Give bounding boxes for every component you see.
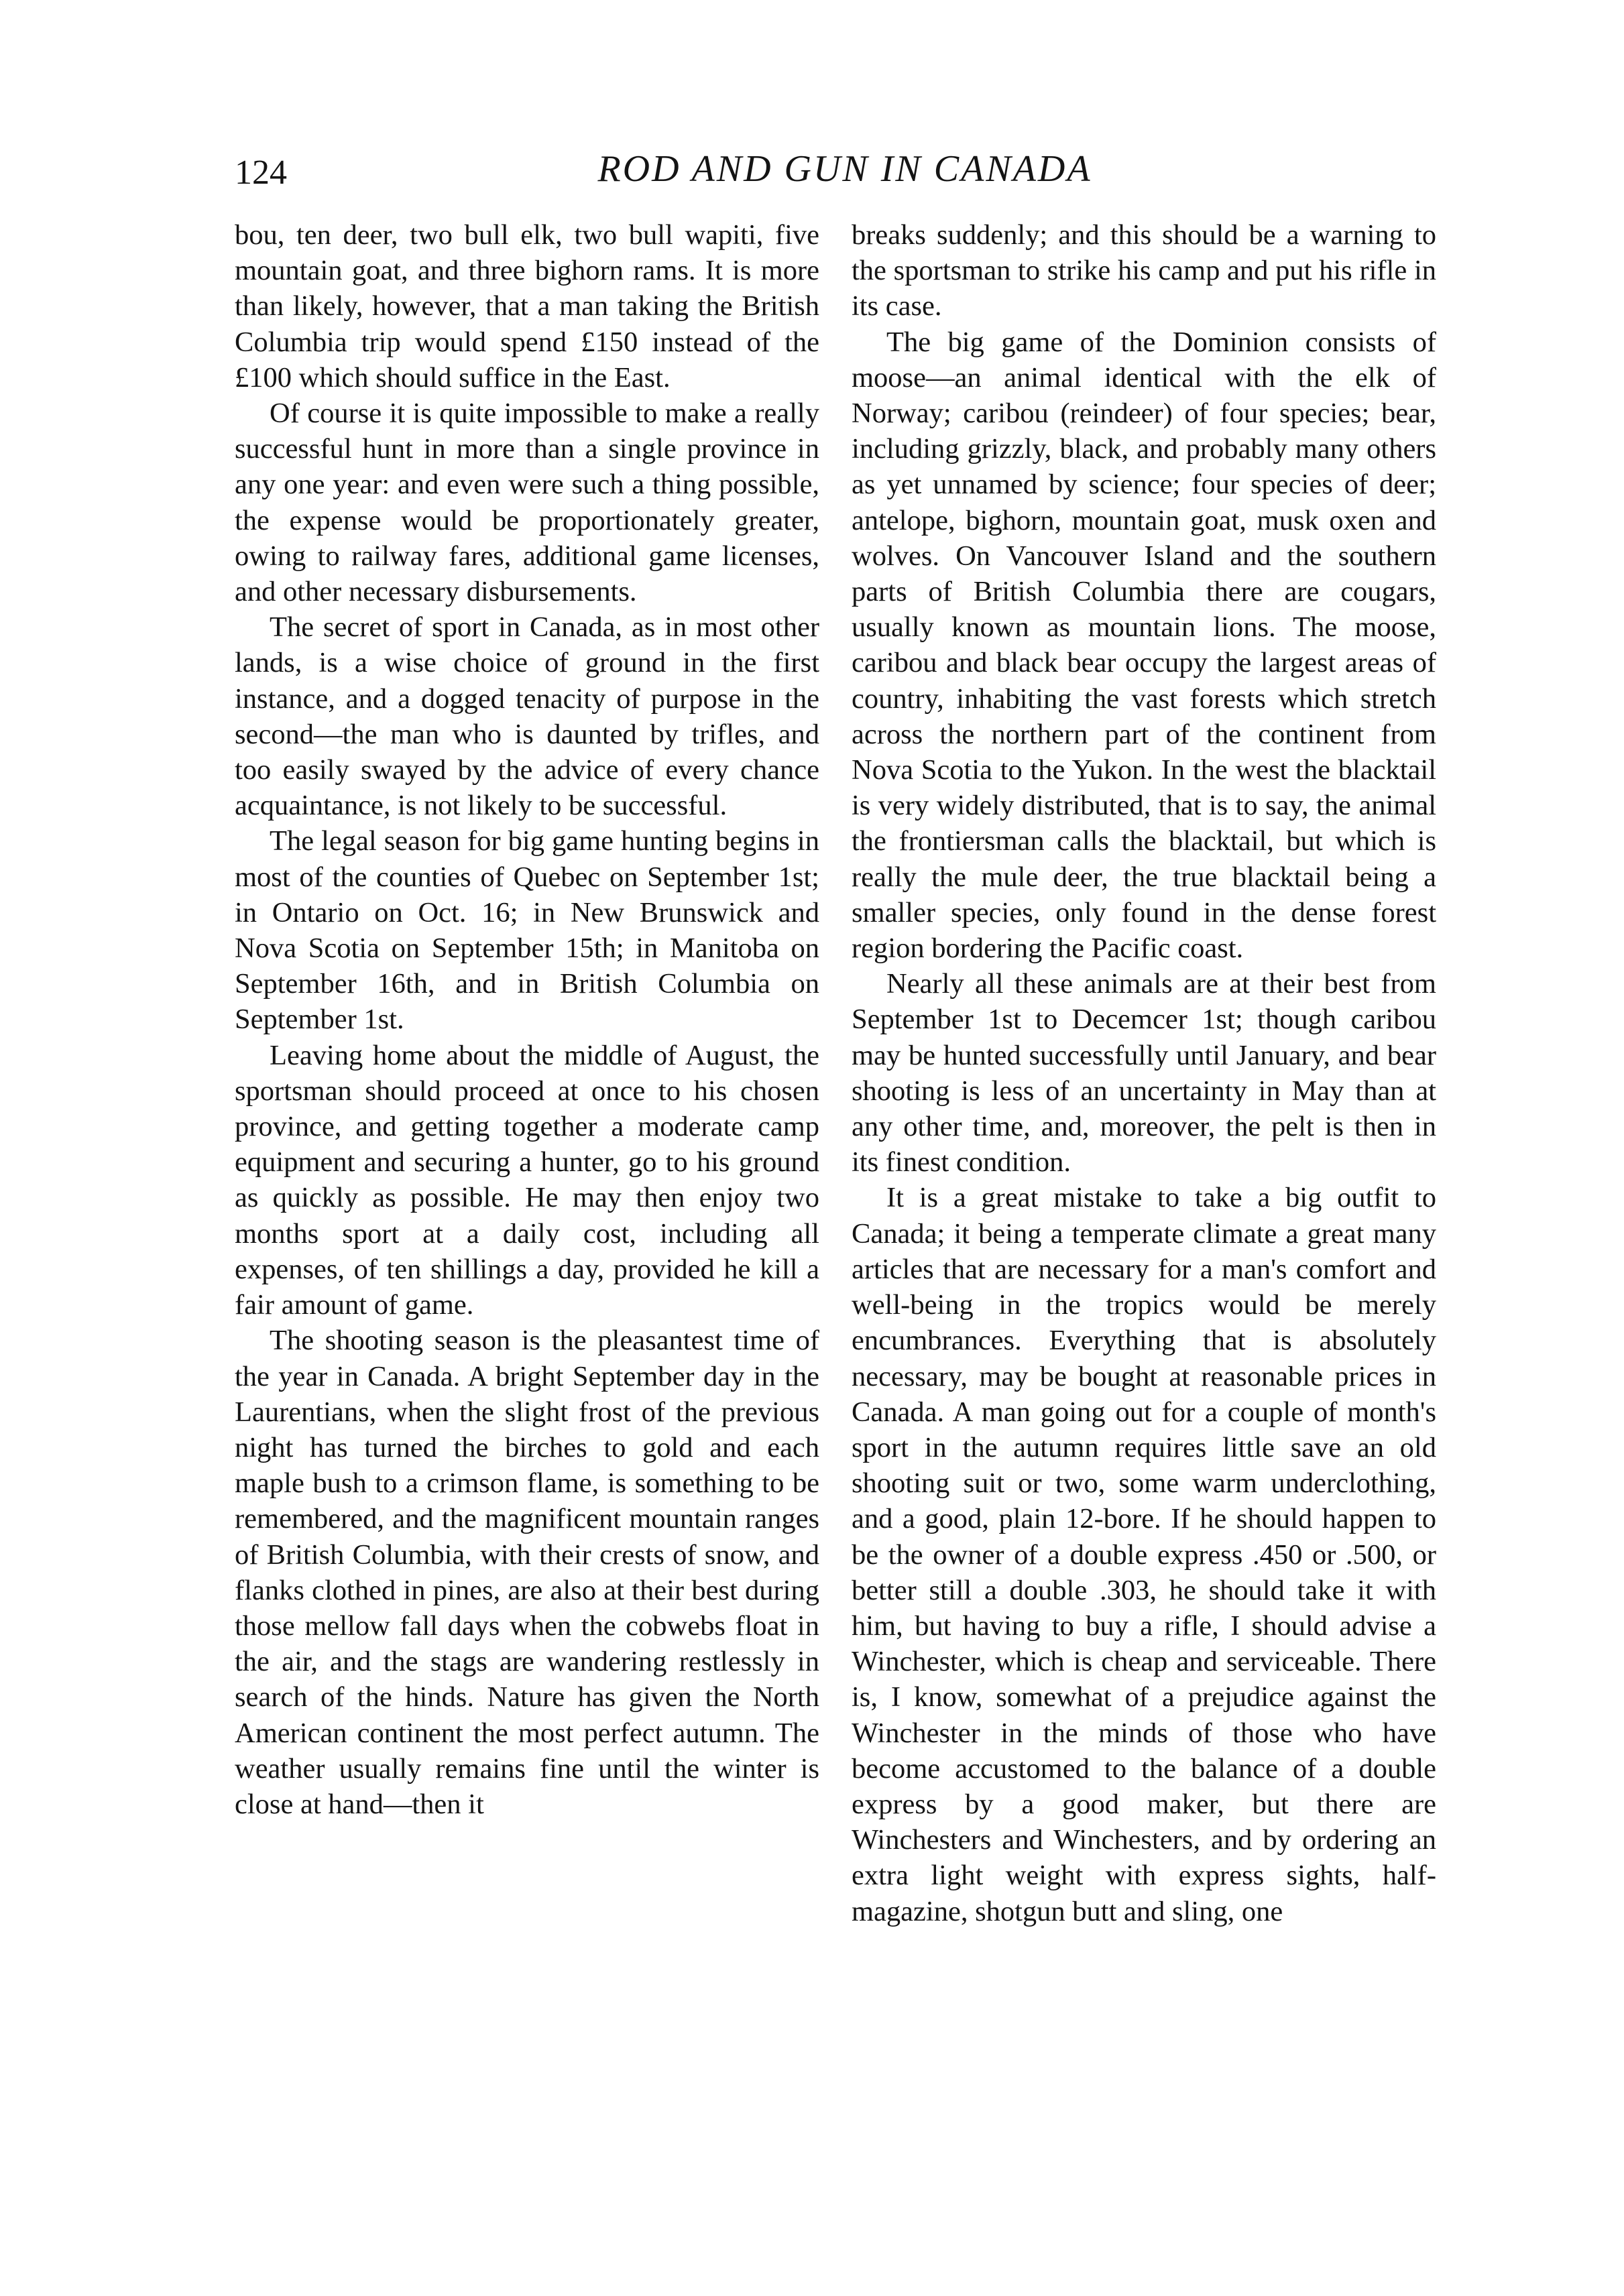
paragraph: Nearly all these animals are at their best from September 1st to Decemcer 1st; though caribou may be hunted successfully until January, and bear shooting is less of an uncertainty in May than at any other time, and, moreover, the pelt is then in its finest condition. [852,968,1436,1179]
paragraph: The big game of the Dominion consists of moose—an animal identical with the elk of Norway; caribou (reindeer) of four species; bear, including grizzly, black, and probably many others as yet unnamed by science; four species of deer; antelope, bighorn, mountain goat, musk oxen and wolves. On Vancouver Island and the southern parts of British Columbia there are cougars, usually known as mountain lions. The moose, caribou and black bear occupy the largest areas of country, inhabiting the vast forests which stretch across the northern part of the continent from Nova Scotia to the Yukon. In the west the blacktail is very widely distributed, that is to say, the animal the frontiersman calls the blacktail, but which is really the mule deer, the true blacktail being a smaller species, only found in the dense forest region bordering the Pacific coast. [852,326,1436,965]
left-column [235,217,819,2188]
paragraph: The secret of sport in Canada, as in most other lands, is a wise choice of ground in the first instance, and a dogged tenacity of purpose in the second—the man who is daunted by trifles, and too easily swayed by the advice of every chance acquaintance, is not likely to be successful. [235,611,819,822]
paragraph: Leaving home about the middle of August, the sportsman should proceed at once to his chosen province, and getting together a moderate camp equipment and securing a hunter, go to his ground as quickly as possible. He may then enjoy two months sport at a daily cost, including all expenses, of ten shillings a day, provided he kill a fair amount of game. [235,1039,819,1321]
paragraph: bou, ten deer, two bull elk, two bull wapiti, five mountain goat, and three bighorn rams. It is more than likely, however, that a man taking the British Columbia trip would spend £150 instead of the £100 which should suffice in the East. [235,219,819,394]
paragraph: It is a great mistake to take a big outfit to Canada; it being a temperate climate a great many articles that are necessary for a man's comfort and well-being in the tropics would be merely encumbrances. Everything that is absolutely necessary, may be bought at reasonable prices in Canada. A man going out for a couple of month's sport in the autumn requires little save an old shooting suit or two, some warm underclothing, and a good, plain 12-bore. If he should happen to be the owner of a double express .450 or .500, or better still a double .303, he should take it with him, but having to buy a rifle, I should advise a Winchester, which is cheap and serviceable. There is, I know, somewhat of a prejudice against the Winchester in the minds of those who have become accustomed to the balance of a double express by a good maker, but there are Winchesters and Winchesters, and by ordering an extra light weight with express sights, half-magazine, shotgun butt and sling, one [852,1182,1436,1927]
paragraph: Of course it is quite impossible to make a really successful hunt in more than a single province in any one year: and even were such a thing possible, the expense would be proportionately greater, owing to railway fares, additional game licenses, and other necessary disbursements. [235,398,819,608]
right-column [852,217,1436,2188]
page-number: 124 [235,154,287,192]
paragraph: breaks suddenly; and this should be a warning to the sportsman to strike his camp and put his rifle in its case. [852,219,1436,322]
running-title: ROD AND GUN IN CANADA [597,148,1092,190]
paragraph: The shooting season is the pleasantest time of the year in Canada. A bright September day in the Laurentians, when the slight frost of the previous night has turned the birches to gold and each maple bush to a crimson flame, is something to be remembered, and the magnificent mountain ranges of British Columbia, with their crests of snow, and flanks clothed in pines, are also at their best during those mellow fall days when the cobwebs float in the air, and the stags are wandering restlessly in search of the hinds. Nature has given the North American continent the most perfect autumn. The weather usually remains fine until the winter is close at hand—then it [235,1325,819,1820]
paragraph: The legal season for big game hunting begins in most of the counties of Quebec on September 1st; in Ontario on Oct. 16; in New Brunswick and Nova Scotia on September 15th; in Manitoba on September 16th, and in British Columbia on September 1st. [235,825,819,1036]
page-header [235,147,1455,201]
